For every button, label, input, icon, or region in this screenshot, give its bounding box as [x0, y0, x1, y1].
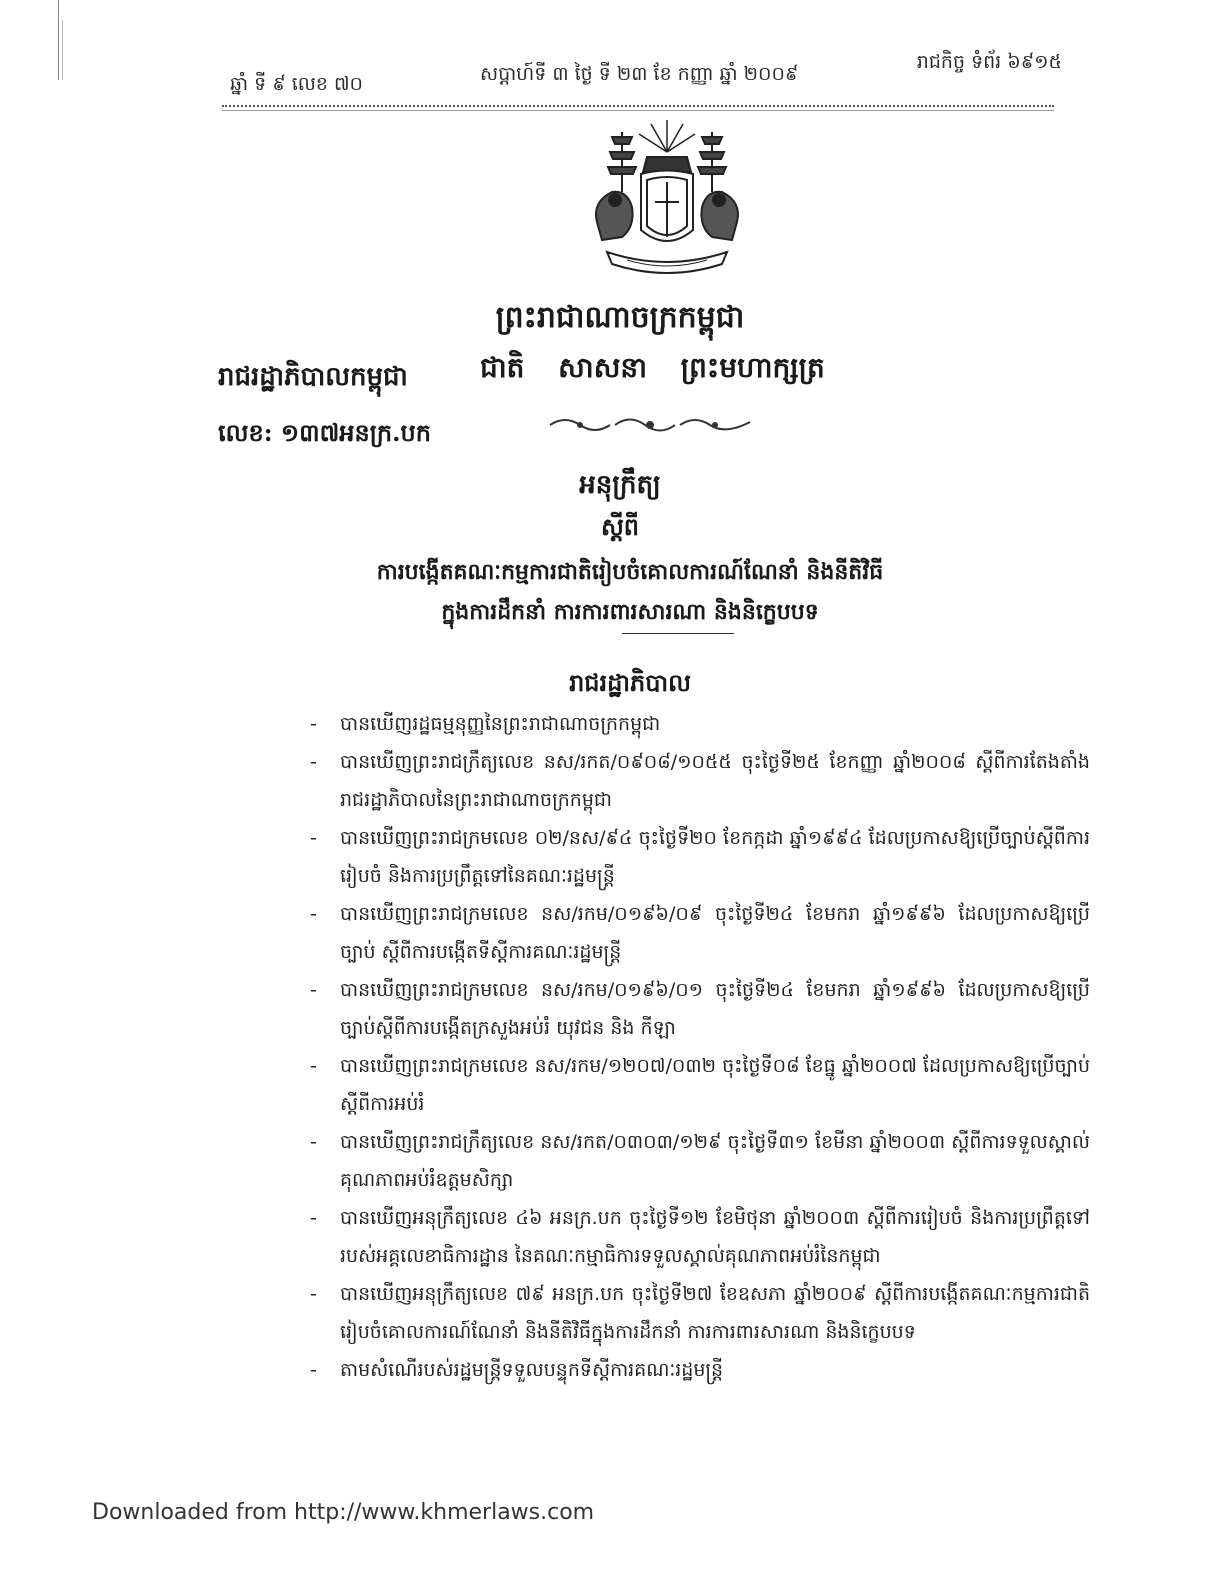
header-divider: [222, 110, 1054, 111]
preamble-item: - បានឃើញព្រះរាជក្រឹត្យលេខ នស/រកត/០៣០៣/១២៩ ចុះថ្ងៃទី៣១ ខែមីនា ឆ្នាំ២០០៣ ស្តីពីការទទួលស្គាល់គុណភាពអប់រំឧត្តមសិក្សា: [310, 1131, 1090, 1191]
body-heading: រាជរដ្ឋាភិបាល: [569, 668, 691, 697]
royal-coat-of-arms-icon: [577, 112, 757, 282]
preamble-item: - បានឃើញអនុក្រឹត្យលេខ ៧៩ អនក្រ.បក ចុះថ្ងៃទី២៧ ខែឧសភា ឆ្នាំ២០០៩ ស្តីពីការបង្កើតគណៈកម្មការជាតិរៀបចំគោលការណ៍ណែនាំ និងនីតិវិធីក្នុងការដឹកនាំ ការការពារសារណា និងនិក្ខេបបទ: [310, 1283, 1090, 1343]
subject-line: ការបង្កើតគណៈកម្មការជាតិរៀបចំគោលការណ៍ណែនាំ និងនីតិវិធី: [376, 559, 884, 585]
preamble-item: - បានឃើញរដ្ឋធម្មនុញ្ញនៃព្រះរាជាណាចក្រកម្ពុជា: [310, 713, 661, 735]
document-number: លេខ: ១៣៧អនក្រ.បក: [218, 418, 431, 447]
scan-artifact: [62, 20, 63, 80]
header-divider: [222, 105, 1054, 107]
about-label: ស្តីពី: [600, 512, 640, 541]
gazette-page: រាជកិច្ច ទំព័រ ៦៩១៥: [916, 51, 1062, 73]
subject-line: ក្នុងការដឹកនាំ ការការពារសារណា និងនិក្ខេបបទ: [441, 599, 819, 625]
kingdom-title: ព្រះរាជាណាចក្រកម្ពុជា: [495, 300, 745, 335]
preamble-item: - បានឃើញព្រះរាជក្រឹត្យលេខ នស/រកត/០៩០៨/១០៥៥ ចុះថ្ងៃទី២៥ ខែកញ្ញា ឆ្នាំ២០០៨ ស្តីពីការតែងតាំងរាជរដ្ឋាភិបាលនៃព្រះរាជាណាចក្រកម្ពុជា: [310, 751, 1090, 811]
preamble-item: - បានឃើញព្រះរាជក្រមលេខ ០២/នស/៩៤ ចុះថ្ងៃទី២០ ខែកក្កដា ឆ្នាំ១៩៩៤ ដែលប្រកាសឱ្យប្រើច្បាប់ស្តីពីការរៀបចំ និងការប្រព្រឹត្តទៅនៃគណៈរដ្ឋមន្ត្រី: [310, 827, 1090, 887]
subject-divider: [622, 633, 734, 634]
preamble-item: - បានឃើញព្រះរាជក្រមលេខ នស/រកម/០១៩៦/០៩ ចុះថ្ងៃទី២៤ ខែមករា ឆ្នាំ១៩៩៦ ដែលប្រកាសឱ្យប្រើច្បាប់ ស្តីពីការបង្កើតទីស្តីការគណៈរដ្ឋមន្ត្រី: [310, 903, 1090, 963]
national-motto: ជាតិ សាសនា ព្រះមហាក្សត្រ: [480, 351, 825, 384]
government-name: រាជរដ្ឋាភិបាលកម្ពុជា: [218, 362, 408, 392]
sub-decree-title: អនុក្រឹត្យ: [579, 470, 661, 500]
preamble-item: - បានឃើញព្រះរាជក្រមលេខ នស/រកម/០១៩៦/០១ ចុះថ្ងៃទី២៤ ខែមករា ឆ្នាំ១៩៩៦ ដែលប្រកាសឱ្យប្រើច្បាប់ស្តីពីការបង្កើតក្រសួងអប់រំ យុវជន និង កីឡា: [310, 979, 1090, 1039]
preamble-item: - បានឃើញព្រះរាជក្រមលេខ នស/រកម/១២០៧/០៣២ ចុះថ្ងៃទី០៨ ខែធ្នូ ឆ្នាំ២០០៧ ដែលប្រកាសឱ្យប្រើច្បាប់ស្តីពីការអប់រំ: [310, 1055, 1090, 1115]
preamble-item: - បានឃើញអនុក្រឹត្យលេខ ៤៦ អនក្រ.បក ចុះថ្ងៃទី១២ ខែមិថុនា ឆ្នាំ២០០៣ ស្តីពីការរៀបចំ និងការប្រព្រឹត្តទៅរបស់អគ្គលេខាធិការដ្ឋាន នៃគណៈកម្មាធិការទទួលស្គាល់គុណភាពអប់រំនៃកម្ពុជា: [310, 1207, 1090, 1267]
gazette-issue: ឆ្នាំ ទី ៩ លេខ ៧០: [230, 73, 363, 95]
gazette-date: សប្តាហ៍ទី ៣ ថ្ងៃ ទី ២៣ ខែ កញ្ញា ឆ្នាំ ២០០៩: [480, 63, 799, 85]
scan-artifact: [58, 0, 59, 80]
download-source-note: Downloaded from http://www.khmerlaws.com: [92, 1500, 595, 1525]
preamble-list: [310, 705, 1090, 1389]
decorative-flourish-icon: [545, 410, 755, 440]
preamble-item: - តាមសំណើរបស់រដ្ឋមន្ត្រីទទួលបន្ទុកទីស្តីការគណៈរដ្ឋមន្ត្រី: [310, 1359, 724, 1381]
gazette-header: [222, 50, 1062, 98]
